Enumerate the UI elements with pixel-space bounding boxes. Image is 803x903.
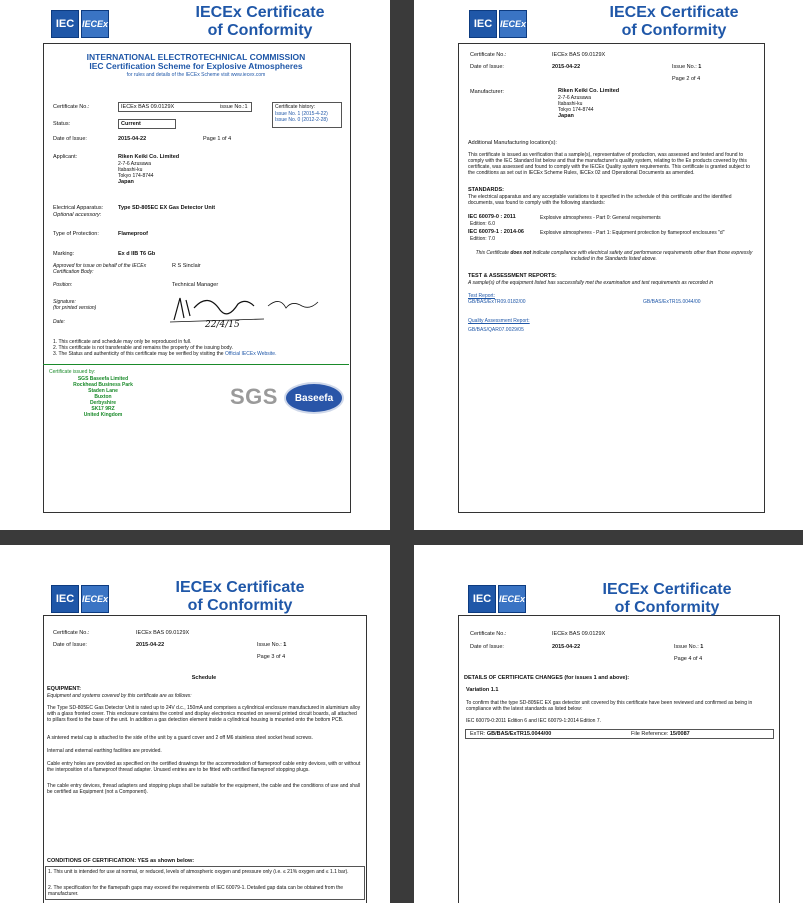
cert-no-label: Certificate No.:	[470, 52, 507, 58]
equipment-paragraph-2: A sintered metal cap is attached to the side of the unit by a guard cover and 2 off M6 stainless steel socket head screws.	[47, 735, 313, 741]
manufacturer-address-3: Tokyo 174-8744	[558, 107, 594, 113]
certificate-page-4	[414, 545, 803, 903]
variation-standards: IEC 60079-0:2011 Edition 6 and IEC 60079-1:2014 Edition 7.	[466, 718, 602, 724]
note-1: 1. This certificate and schedule may only be reproduced in full.	[53, 339, 192, 345]
manufacturer-address-1: 2-7-6 Azusawa	[558, 95, 592, 101]
sgs-logo-icon: SGS	[230, 384, 278, 409]
variation-text: To confirm that the type SD-805EC EX gas detector unit covered by this certificate have been reviewed and confirmed as being in compliance with the latest standards as listed below:	[466, 700, 753, 712]
issued-by-label: Certificate issued by:	[49, 369, 96, 375]
signature-label: Signature:	[53, 299, 76, 305]
iecex-website-link[interactable]: Official IECEx Website.	[224, 351, 277, 357]
signature-date: 22/4/15	[205, 320, 240, 330]
date2-label: Date:	[53, 319, 65, 325]
history-issue-1-link[interactable]: Issue No. 1 (2015-4-22)	[275, 111, 328, 117]
page-number: Page 3 of 4	[257, 654, 286, 660]
standard-1-edition: Edition: 6.0	[470, 221, 496, 227]
page-title: IECEx Certificate of Conformity	[175, 579, 305, 614]
page-number: Page 1 of 4	[203, 136, 232, 142]
applicant-address-2: Itabashi-ku	[118, 167, 143, 173]
commission-heading: INTERNATIONAL ELECTROTECHNICAL COMMISSION	[86, 52, 306, 62]
applicant-address-3: Tokyo 174-8744	[118, 173, 154, 179]
iec-logos	[51, 585, 109, 613]
qa-report-link[interactable]: GB/BAS/QAR07.0029/05	[468, 327, 524, 333]
approved-label: Approved for issue on behalf of the IECEx Certification Body:	[53, 263, 147, 275]
issue-no: Issue No.: 1	[257, 642, 287, 648]
manufacturer-label: Manufacturer:	[470, 89, 504, 95]
cert-no-value: IECEx BAS 09.0129X	[552, 52, 606, 58]
cert-no-value: IECEx BAS 09.0129X	[136, 630, 190, 636]
test-report-2-link[interactable]: GB/BAS/ExTR15.0044/00	[643, 299, 701, 305]
manufacturer-address-2: Itabashi-ku	[558, 101, 583, 107]
approved-name: R S Sinclair	[172, 263, 201, 269]
page-number: Page 2 of 4	[672, 76, 701, 82]
status-label: Status:	[53, 121, 71, 127]
iec-logo-icon: IEC	[51, 10, 79, 38]
iec-logo-icon: IEC	[51, 585, 79, 613]
page-title: IECEx Certificate of Conformity	[602, 581, 732, 616]
file-reference: File Reference: 15/0087	[631, 731, 690, 737]
date-label: Date of Issue:	[470, 64, 504, 70]
standard-1-description: Explosive atmospheres - Part 0: General requirements	[540, 215, 661, 221]
applicant-address-4: Japan	[118, 179, 134, 185]
test-report-1-link[interactable]: GB/BAS/ExTR09.0182/00	[468, 299, 526, 305]
note-3: 3. The Status and authenticity of this certificate may be verified by visiting the Official IECEx Website.	[53, 351, 277, 357]
iecex-logo-icon: IECEx	[498, 585, 526, 613]
equipment-label: EQUIPMENT:	[47, 686, 81, 692]
date-label: Date of Issue:	[53, 642, 87, 648]
accessory-label: Optional accessory:	[53, 212, 102, 218]
cert-no-label: Certificate No.:	[470, 631, 507, 637]
manufacturer-address-4: Japan	[558, 113, 574, 119]
standard-2: IEC 60079-1 : 2014-06	[468, 229, 524, 235]
apparatus-value: Type SD-805EC EX Gas Detector Unit	[118, 205, 216, 211]
standard-2-description: Explosive atmospheres - Part 1: Equipment protection by flameproof enclosures "d"	[540, 230, 725, 236]
date-value: 2015-04-22	[552, 64, 581, 70]
scheme-heading: IEC Certification Scheme for Explosive Atmospheres	[89, 61, 303, 71]
test-text: A sample(s) of the equipment listed has successfully met the examination and test requirements as recorded in	[468, 280, 714, 286]
test-label: TEST & ASSESSMENT REPORTS:	[468, 273, 557, 279]
protection-label: Type of Protection:	[53, 231, 99, 237]
test-report-label: Test Report:	[468, 293, 495, 299]
apparatus-label: Electrical Apparatus:	[53, 205, 104, 211]
issuer-address: SGS Baseefa Limited Rockhead Business Park Staden Lane Buxton Derbyshire SK17 9RZ United Kingdom	[73, 376, 133, 418]
date-value: 2015-04-22	[552, 644, 581, 650]
standard-1: IEC 60079-0 : 2011	[468, 214, 516, 220]
date-label: Date of Issue:	[53, 136, 87, 142]
history-issue-0-link[interactable]: Issue No. 0 (2012-2-28)	[275, 117, 328, 123]
standards-label: STANDARDS:	[468, 187, 504, 193]
standards-text: The electrical apparatus and any acceptable variations to it specified in the schedule of this certificate and the identified documents, was found to comply with the following standards:	[468, 194, 732, 206]
status-value: Current	[121, 121, 141, 127]
additional-locations-label: Additional Manufacturing location(s):	[468, 140, 557, 146]
equipment-subtitle: Equipment and systems covered by this certificate are as follows:	[47, 693, 192, 699]
issue-no: Issue No.: 1	[672, 64, 702, 70]
conditions-label: CONDITIONS OF CERTIFICATION: YES as shown below:	[47, 858, 195, 864]
equipment-paragraph-5: The cable entry devices, thread adapters and stopping plugs shall be suitable for the equipment, the cable and the conditions of use and shall be certified as Equipment (not a Component).	[47, 783, 360, 795]
certificate-page-3	[0, 545, 390, 903]
marking-label: Marking:	[53, 251, 75, 257]
date-value: 2015-04-22	[136, 642, 165, 648]
page-title: IECEx Certificate of Conformity	[195, 4, 325, 39]
variation-label: Variation 1.1	[466, 687, 499, 693]
marking-value: Ex d IIB T6 Gb	[118, 251, 156, 257]
page-number: Page 4 of 4	[674, 656, 703, 662]
iec-logos	[468, 585, 526, 613]
iec-logos	[51, 10, 109, 38]
cert-no-value: IECEx BAS 09.0129X	[121, 104, 175, 110]
schedule-heading: Schedule	[191, 675, 217, 681]
manufacturer-name: Riken Keiki Co. Limited	[558, 88, 620, 94]
equipment-paragraph-1: The Type SD-805EC Gas Detector Unit is rated up to 24V d.c., 150mA and comprises a cylindrical enclosure manufactured in aluminium alloy with a glass fronted cover. This enclosure contains the control and display electronics mounted on several printed circuit boards, all attached to pillars fixed to the base of the unit. In addition a gas detection element inside a cylindrical housing is mounted onto the bottom PCB.	[47, 705, 361, 723]
date-label: Date of Issue:	[470, 644, 504, 650]
qa-report-label: Quality Assessment Report:	[468, 318, 530, 324]
iec-logo-icon: IEC	[469, 10, 497, 38]
position-label: Position:	[53, 282, 73, 288]
issuer-divider	[43, 364, 349, 365]
certificate-page-1	[0, 0, 390, 530]
iec-logos	[469, 10, 527, 38]
verification-paragraph: This certificate is issued as verification that a sample(s), representative of production, was assessed and tested and found to comply with the IEC Standard list below and that the manufacturer's quality system, relating to the Ex products covered by this certificate, was assessed and found to comply with the IECEx Quality system requirements. This certificate is granted subject to the conditions as set out in IECEx Scheme Rules, IECEx 02 and Operational Documents as amended.	[468, 152, 750, 176]
iecex-logo-icon: IECEx	[499, 10, 527, 38]
cert-no-value: IECEx BAS 09.0129X	[552, 631, 606, 637]
iec-logo-icon: IEC	[468, 585, 496, 613]
iecex-logo-icon: IECEx	[81, 10, 109, 38]
page-title: IECEx Certificate of Conformity	[609, 4, 739, 39]
equipment-paragraph-3: Internal and external earthing facilities are provided.	[47, 748, 162, 754]
extr-row: ExTR: GB/BAS/ExTR15.0044/00	[470, 731, 552, 737]
page-frame	[458, 615, 780, 903]
position-value: Technical Manager	[172, 282, 219, 288]
applicant-label: Applicant:	[53, 154, 78, 160]
condition-2: 2. The specification for the flamepath gaps may exceed the requirements of IEC 60079-1. Detailed gap data can be obtained from the manufacturer.	[48, 885, 344, 897]
rules-text: for rules and details of the IECEx Scheme visit www.iecex.com	[126, 72, 266, 78]
compliance-note: This Certificate does not indicate compliance with electrical safety and performance requirements other than those expressly included in the Standards listed above.	[475, 250, 753, 262]
history-label: Certificate history:	[275, 104, 316, 110]
applicant-name: Riken Keiki Co. Limited	[118, 154, 180, 160]
note-2: 2. This certificate is not transferable and remains the property of the issuing body.	[53, 345, 233, 351]
signature-icon	[168, 290, 328, 335]
certificate-page-2	[414, 0, 803, 530]
cert-no-label: Certificate No.:	[53, 104, 90, 110]
cert-no-label: Certificate No.:	[53, 630, 90, 636]
baseefa-logo-icon: Baseefa	[284, 382, 344, 414]
issue-no-value: issue No.:1	[220, 104, 248, 110]
iecex-logo-icon: IECEx	[81, 585, 109, 613]
date-value: 2015-04-22	[118, 136, 147, 142]
condition-1: 1. This unit is intended for use at normal, or reduced, levels of atmospheric oxygen and pressure only (i.e. ≤ 21% oxygen and ≤ 1.1 bar).	[48, 869, 349, 875]
details-label: DETAILS OF CERTIFICATE CHANGES (for issues 1 and above):	[464, 675, 630, 681]
protection-value: Flameproof	[118, 231, 148, 237]
standard-2-edition: Edition: 7.0	[470, 236, 496, 242]
equipment-paragraph-4: Cable entry holes are provided as specified on the certified drawings for the accommodation of flameproof cable entry devices, with or without the interposition of a flameproof thread adapter. Unused entries are to be fitted with certified flameproof stopping plugs.	[47, 761, 361, 773]
issue-no: Issue No.: 1	[674, 644, 704, 650]
applicant-address-1: 2-7-6 Azusawa	[118, 161, 152, 167]
printed-label: (for printed version)	[53, 305, 97, 311]
